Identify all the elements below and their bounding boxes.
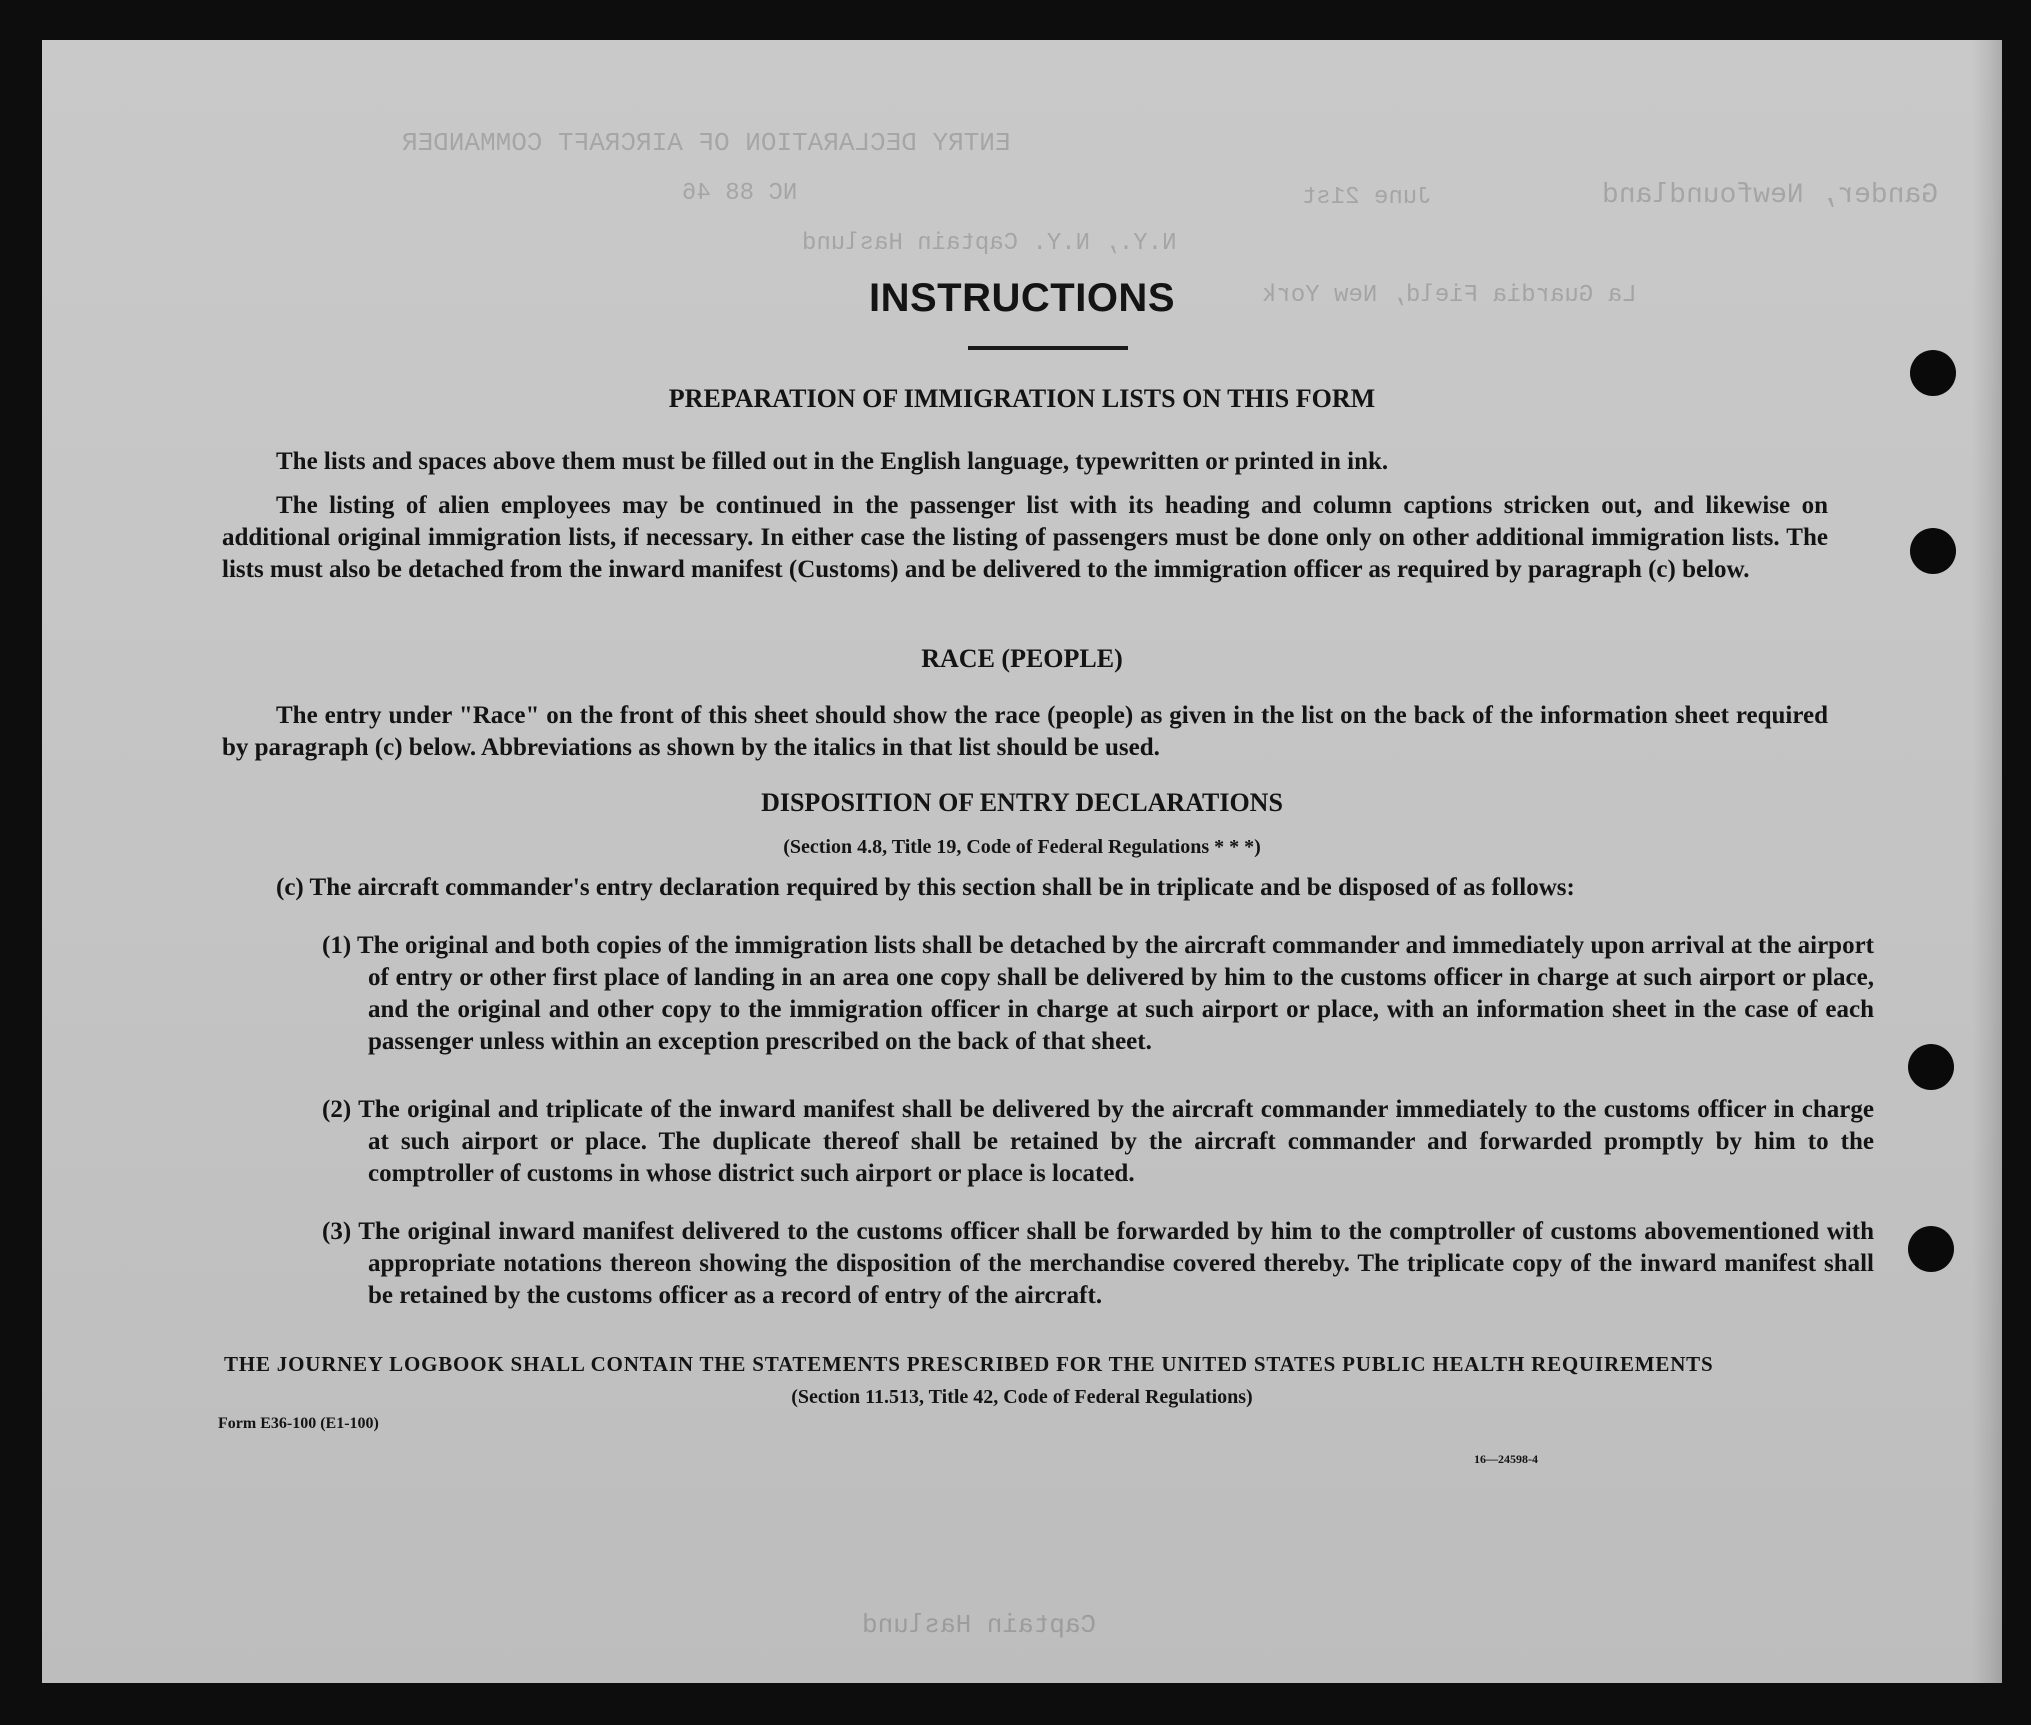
health-citation: (Section 11.513, Title 42, Code of Federal Regulations): [791, 1386, 1253, 1408]
punch-hole: [1908, 1226, 1954, 1272]
disposition-citation: (Section 4.8, Title 19, Code of Federal Regulations * * *): [783, 836, 1261, 858]
disposition-intro: (c) The aircraft commander's entry declaration required by this section shall be in triplicate and be disposed of as follows:: [276, 874, 1575, 901]
disposition-item-1: (1) The original and both copies of the immigration lists shall be detached by the aircraft commander and immediately upon arrival at the airport of entry or other first place of landing in an area one copy shall be delivered by him to the customs officer in charge at such airport or place, and the original and other copy to the immigration officer in charge at such airport or place, with an information sheet in the case of each passenger unless within an exception prescribed on the back of that sheet.: [322, 932, 1874, 1055]
paragraph-race: [222, 700, 1828, 764]
page-edge-shadow: [1972, 40, 2002, 1683]
disposition-item-2: (2) The original and triplicate of the inward manifest shall be delivered by the aircraft commander immediately to the customs officer in charge at such airport or place. The duplicate thereof shall be retained by the aircraft commander and forwarded promptly by him to the comptroller of customs in whose district such airport or place is located.: [322, 1096, 1874, 1187]
disposition-item-3: (3) The original inward manifest delivered to the customs officer shall be forwarded by him to the comptroller of customs abovementioned with appropriate notations thereon showing the disposition of the merchandise covered thereby. The triplicate copy of the inward manifest shall be retained by the customs officer as a record of entry of the aircraft.: [322, 1218, 1874, 1309]
paragraph-preparation-2: [222, 490, 1828, 586]
punch-hole: [1910, 350, 1956, 396]
paragraph-text: The entry under "Race" on the front of this sheet should show the race (people) as given in the list on the back of the information sheet required by paragraph (c) below. Abbreviations as shown by the italics in that list should be used.: [222, 702, 1828, 761]
bleed-through-text: ENTRY DECLARATION OF AIRCRAFT COMMANDER: [402, 128, 1011, 158]
bleed-through-text: Gander, Newfoundland: [1602, 180, 1939, 211]
health-statement: THE JOURNEY LOGBOOK SHALL CONTAIN THE STATEMENTS PRESCRIBED FOR THE UNITED STATES PUBLIC HEALTH REQUIREMENTS: [224, 1352, 1714, 1376]
document-page: [42, 40, 2002, 1683]
print-code: 16—24598-4: [1474, 1452, 1538, 1466]
paragraph-text: The lists and spaces above them must be filled out in the English language, typewritten or printed in ink.: [276, 448, 1389, 475]
section-heading-disposition: DISPOSITION OF ENTRY DECLARATIONS: [761, 788, 1283, 817]
bleed-through-text: NC 88 46: [682, 180, 798, 207]
form-number: Form E36-100 (E1-100): [218, 1415, 379, 1432]
title-underline: [968, 346, 1128, 350]
bleed-through-text: La Guardia Field, New York: [1262, 282, 1637, 309]
paragraph-text: The listing of alien employees may be continued in the passenger list with its heading and column captions stricken out, and likewise on additional original immigration lists, if necessary. In either case the listing of passengers must be done only on other additional immigration lists. The lists must also be detached from the inward manifest (Customs) and be delivered to the immigration officer as required by paragraph (c) below.: [222, 492, 1828, 583]
bleed-through-text: June 21st: [1302, 184, 1432, 211]
page-title: INSTRUCTIONS: [869, 276, 1175, 320]
bleed-through-text: N.Y., N.Y. Captain Haslund: [802, 230, 1177, 257]
punch-hole: [1908, 1044, 1954, 1090]
punch-hole: [1910, 528, 1956, 574]
paragraph-preparation-1: [222, 446, 1828, 478]
bleed-through-text: Captain Haslund: [862, 1610, 1097, 1640]
section-heading-race: RACE (PEOPLE): [921, 644, 1123, 673]
section-heading-preparation: PREPARATION OF IMMIGRATION LISTS ON THIS FORM: [668, 384, 1376, 413]
